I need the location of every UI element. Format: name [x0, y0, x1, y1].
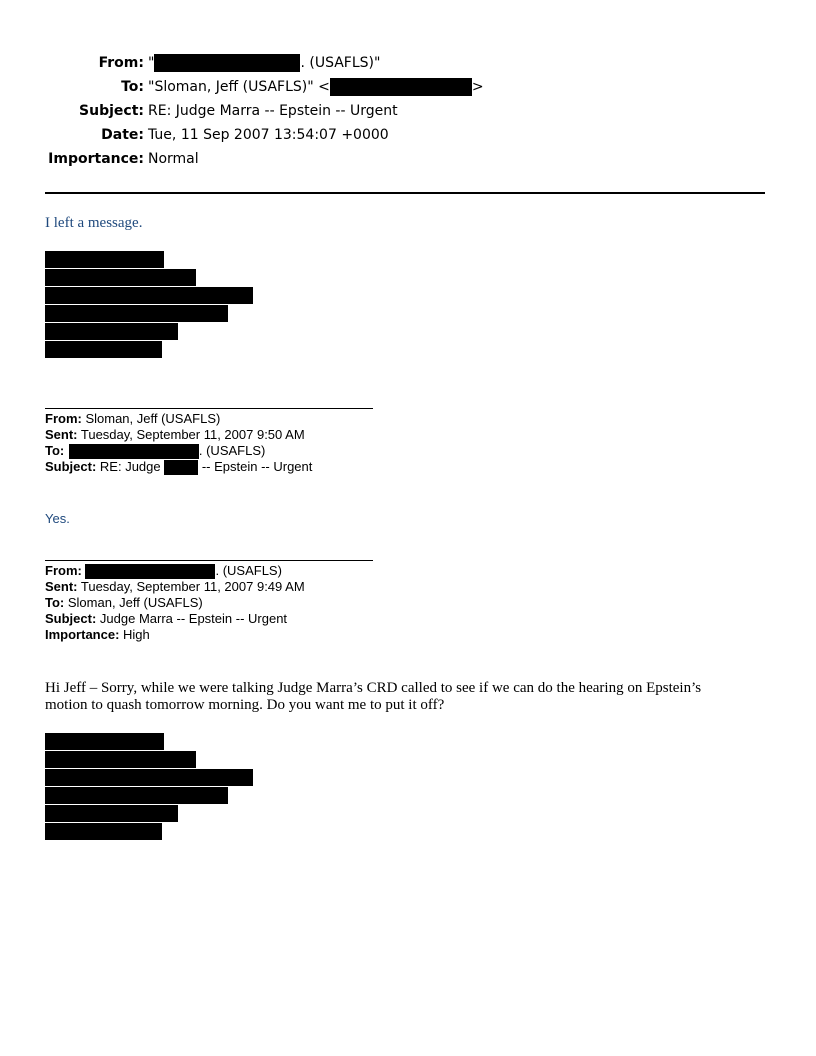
header-subject-row [0, 99, 816, 123]
redaction-block [330, 78, 472, 96]
forwarded-header [45, 411, 312, 475]
forward-sent-value: Tuesday, September 11, 2007 9:50 AM [77, 427, 305, 442]
forward-from-label: From: [45, 411, 82, 426]
redaction-block [164, 460, 198, 475]
redaction-block [45, 769, 253, 786]
forward-from-value: Sloman, Jeff (USAFLS) [81, 411, 221, 426]
header-importance-row [0, 147, 816, 171]
header-to-prefix: "Sloman, Jeff (USAFLS)" < [148, 79, 330, 95]
forward-from-row [45, 411, 312, 427]
message-body [45, 680, 765, 714]
redaction-block [69, 444, 199, 459]
header-from-row [0, 51, 816, 75]
forward-subject-value: Judge Marra -- Epstein -- Urgent [96, 611, 288, 627]
forward-to-label: To: [45, 443, 65, 458]
header-to-value [148, 75, 484, 99]
message-body: Yes. [45, 511, 70, 526]
header-importance-value: Normal [148, 151, 199, 167]
forward-subject-suffix: -- Epstein -- Urgent [198, 459, 313, 475]
redaction-block [154, 54, 300, 72]
forward-subject-label: Subject: [45, 611, 97, 627]
forward-sent-value: Tuesday, September 11, 2007 9:49 AM [77, 579, 305, 595]
header-date-value: Tue, 11 Sep 2007 13:54:07 +0000 [148, 127, 389, 143]
redaction-block [45, 823, 162, 840]
forward-divider [45, 560, 373, 561]
header-subject-label: Subject: [79, 103, 144, 119]
header-from-label: From: [98, 55, 144, 71]
header-to-label: To: [121, 79, 144, 95]
forwarded-header [45, 563, 305, 643]
forward-importance-value: High [119, 627, 150, 643]
redaction-block [45, 323, 178, 340]
header-date-label: Date: [101, 127, 144, 143]
forward-divider [45, 408, 373, 409]
redaction-block [45, 733, 164, 750]
forward-from-suffix: . (USAFLS) [215, 563, 282, 578]
redaction-block [45, 269, 196, 286]
forward-sent-row [45, 579, 305, 595]
forward-sent-row [45, 427, 312, 443]
message-line: Hi Jeff – Sorry, while we were talking Judge Marra’s CRD called to see if we can do the hearing on Epstein’s [45, 680, 702, 696]
header-from-prefix: " [148, 55, 155, 71]
forward-to-row [45, 595, 305, 611]
message-body: I left a message. [45, 215, 143, 231]
forward-to-value: Sloman, Jeff (USAFLS) [64, 595, 203, 611]
header-to-suffix: > [471, 79, 484, 95]
forward-from-row [45, 563, 305, 579]
header-to-row [0, 75, 816, 99]
redaction-block [45, 751, 196, 768]
forward-importance-row [45, 627, 305, 643]
header-date-row [0, 123, 816, 147]
header-from-value [148, 51, 380, 75]
forward-sent-label: Sent: [45, 427, 78, 442]
redaction-block [45, 341, 162, 358]
header-subject-value: RE: Judge Marra -- Epstein -- Urgent [148, 103, 398, 119]
header-from-suffix: . (USAFLS)" [300, 55, 381, 71]
redaction-block [45, 251, 164, 268]
forward-to-label: To: [45, 595, 65, 611]
redaction-block [45, 287, 253, 304]
forward-sent-label: Sent: [45, 579, 78, 595]
forward-subject-label: Subject: [45, 459, 97, 475]
redaction-block [85, 564, 215, 579]
redaction-block [45, 787, 228, 804]
header-importance-label: Importance: [48, 151, 144, 167]
redaction-block [45, 805, 178, 822]
forward-to-row [45, 443, 312, 459]
forward-subject-row [45, 611, 305, 627]
forward-subject-row [45, 459, 312, 475]
forward-to-suffix: . (USAFLS) [198, 443, 266, 458]
forward-from-label: From: [45, 563, 82, 578]
redaction-block [45, 305, 228, 322]
forward-subject-prefix: RE: Judge [96, 459, 165, 475]
header-divider [45, 192, 765, 194]
message-line: motion to quash tomorrow morning. Do you want me to put it off? [45, 697, 445, 713]
forward-importance-label: Importance: [45, 627, 120, 643]
